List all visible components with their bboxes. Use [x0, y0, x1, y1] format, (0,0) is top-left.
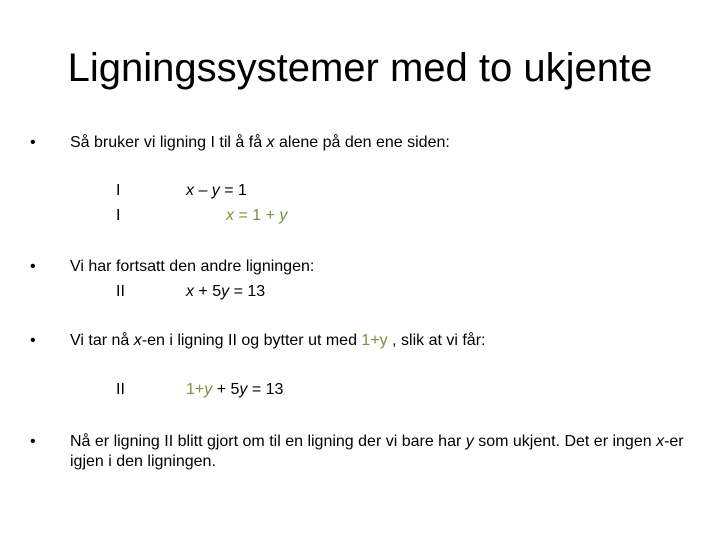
bullet-4-text-a: Nå er ligning II blitt gjort om til en ligning der vi bare har	[70, 433, 466, 450]
slide-title: Ligningssystemer med to ukjente	[67, 46, 653, 90]
bullet-1-text-b: alene på den ene siden:	[274, 134, 450, 151]
bullet-3-text-b: -en i ligning II og bytter ut med	[141, 332, 362, 349]
eq1-row1-minus: –	[194, 182, 212, 199]
bullet-3-substitution: 1+y	[361, 332, 388, 349]
bullet-2-text: Vi har fortsatt den andre ligningen:	[70, 258, 315, 275]
bullet-4-text-b: som ukjent. Det er ingen	[473, 433, 657, 450]
bullet-1-marker: •	[30, 134, 36, 151]
bullet-3-marker: •	[30, 332, 36, 349]
bullet-2-marker: •	[30, 258, 36, 275]
eq1-row1-y: y	[211, 182, 220, 199]
bullet-1-text-a: Så bruker vi ligning I til å få	[70, 134, 267, 151]
eq1-row2-mid: = 1 +	[234, 207, 280, 224]
eq1-row1-label: I	[116, 182, 121, 199]
bullet-4-var-y: y	[465, 433, 474, 450]
eq2-rest: = 13	[229, 283, 266, 300]
bullet-4-text	[70, 432, 710, 472]
eq1-row1-rest: = 1	[219, 182, 247, 199]
eq1-row2-equation	[226, 206, 287, 226]
eq1-row2-x: x	[226, 207, 234, 224]
bullet-4-var-x: x	[656, 433, 665, 450]
bullet-3-text-c: , slik at vi får:	[387, 332, 486, 349]
eq2-equation	[186, 282, 265, 302]
eq2-y: y	[221, 283, 230, 300]
eq3-equation	[186, 380, 283, 400]
eq2-mid: + 5	[194, 283, 222, 300]
bullet-4-text-c: -er igjen i den ligningen.	[70, 433, 684, 470]
eq2-label: II	[116, 283, 125, 300]
eq3-rest: = 13	[247, 381, 284, 398]
eq3-green-one: 1+	[186, 381, 205, 398]
eq3-green-y: y	[204, 381, 213, 398]
eq1-row2-label: I	[116, 207, 121, 224]
eq2-x: x	[186, 283, 194, 300]
bullet-1-text	[70, 133, 710, 153]
bullet-4-marker: •	[30, 433, 36, 450]
eq3-mid: + 5	[212, 381, 240, 398]
eq3-label: II	[116, 381, 125, 398]
bullet-3-text-a: Vi tar nå	[70, 332, 134, 349]
bullet-3-text	[70, 331, 710, 351]
eq3-y: y	[239, 381, 248, 398]
eq1-row1-equation	[186, 181, 247, 201]
bullet-1-var-x: x	[266, 134, 275, 151]
bullet-3-var-x: x	[133, 332, 142, 349]
eq1-row2-y: y	[279, 207, 288, 224]
eq1-row1-x: x	[186, 182, 194, 199]
